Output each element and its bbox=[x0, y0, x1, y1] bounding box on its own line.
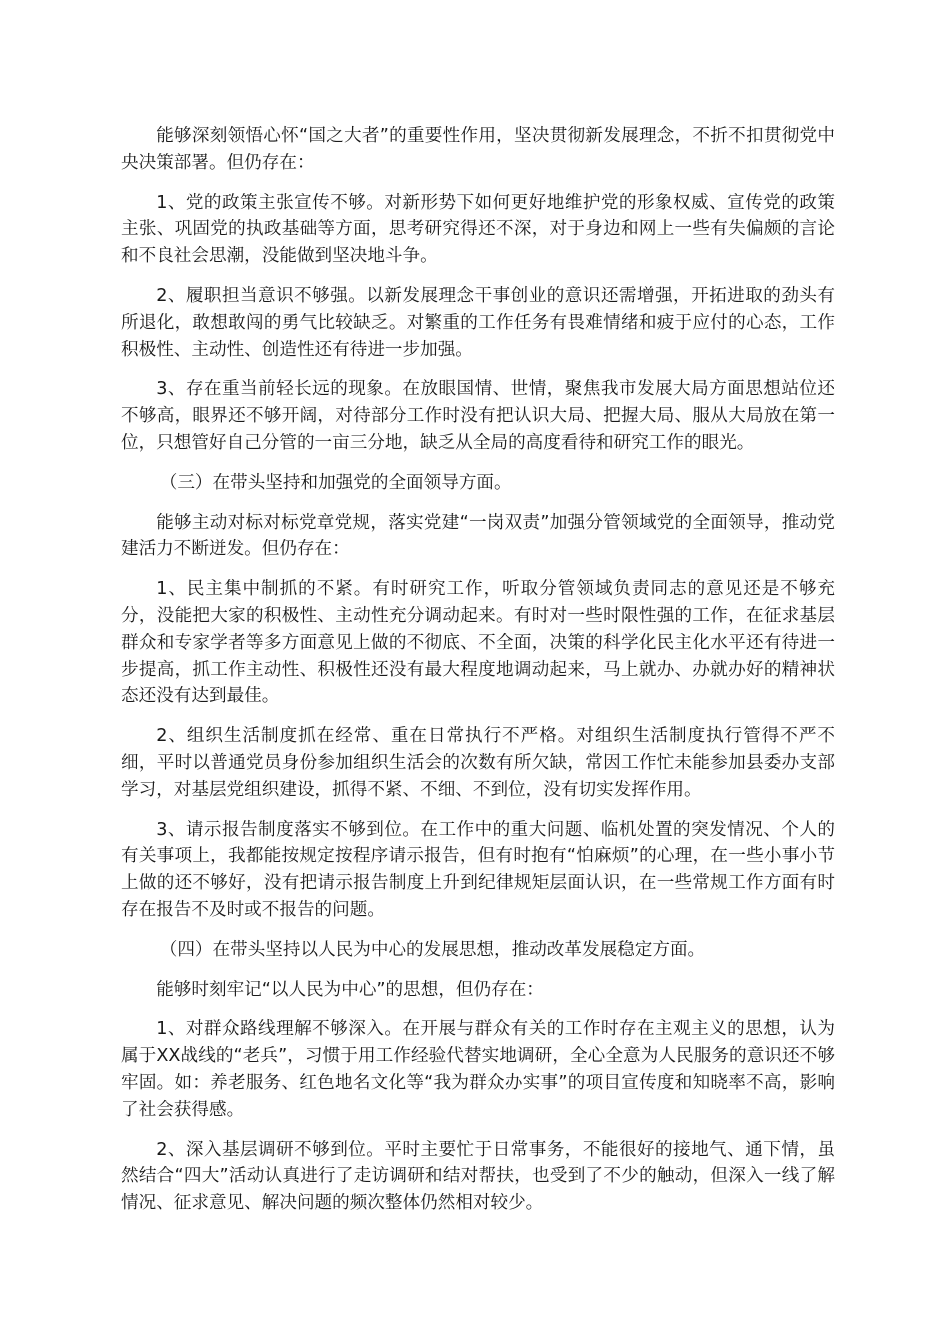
paragraph-item-3: 3、存在重当前轻长远的现象。在放眼国情、世情，聚焦我市发展大局方面思想站位还不够高，眼界还不够开阔，对待部分工作时没有把认识大局、把握大局、服从大局放在第一位，只想管好自己分管的一亩三分地，缺乏从全局的高度看待和研究工作的眼光。 bbox=[121, 379, 835, 453]
section-heading-4: （四）在带头坚持以人民为中心的发展思想，推动改革发展稳定方面。 bbox=[159, 939, 706, 960]
paragraph-item-4: 1、民主集中制抓的不紧。有时研究工作，听取分管领域负责同志的意见还是不够充分，没能把大家的积极性、主动性充分调动起来。有时对一些时限性强的工作，在征求基层群众和专家学者等多方面意见上做的不彻底、不全面，决策的科学化民主化水平还有待进一步提高，抓工作主动性、积极性还没有最大程度地调动起来，马上就办、办就办好的精神状态还没有达到最佳。 bbox=[121, 579, 835, 707]
paragraph-intro-3: 能够时刻牢记“以人民为中心”的思想，但仍存在： bbox=[156, 979, 544, 1000]
document-body bbox=[121, 123, 835, 1230]
paragraph-item-1: 1、党的政策主张宣传不够。对新形势下如何更好地维护党的形象权威、宣传党的政策主张、巩固党的执政基础等方面，思考研究得还不深，对于身边和网上一些有失偏颇的言论和不良社会思潮，没能做到坚决地斗争。 bbox=[121, 192, 835, 267]
paragraph-item-7: 1、对群众路线理解不够深入。在开展与群众有关的工作时存在主观主义的思想，认为属于XX战线的“老兵”，习惯于用工作经验代替实地调研，全心全意为人民服务的意识还不够牢固。如：养老服务、红色地名文化等“我为群众办实事”的项目宣传度和知晓率不高，影响了社会获得感。 bbox=[121, 1019, 835, 1120]
paragraph-item-2: 2、履职担当意识不够强。以新发展理念干事创业的意识还需增强，开拓进取的劲头有所退化，敢想敢闯的勇气比较缺乏。对繁重的工作任务有畏难情绪和疲于应付的心态，工作积极性、主动性、创造性还有待进一步加强。 bbox=[121, 285, 835, 360]
section-heading-3: （三）在带头坚持和加强党的全面领导方面。 bbox=[159, 472, 512, 493]
paragraph-item-5: 2、组织生活制度抓在经常、重在日常执行不严格。对组织生活制度执行管得不严不细，平时以普通党员身份参加组织生活会的次数有所欠缺，常因工作忙未能参加县委办支部学习，对基层党组织建设，抓得不紧、不细、不到位，没有切实发挥作用。 bbox=[121, 726, 835, 800]
paragraph-item-6: 3、请示报告制度落实不够到位。在工作中的重大问题、临机处置的突发情况、个人的有关事项上，我都能按规定按程序请示报告，但有时抱有“怕麻烦”的心理，在一些小事小节上做的还不够好，没有把请示报告制度上升到纪律规矩层面认识，在一些常规工作方面有时存在报告不及时或不报告的问题。 bbox=[121, 819, 835, 920]
paragraph-intro-2: 能够主动对标对标党章党规，落实党建“一岗双责”加强分管领域党的全面领导，推动党建活力不断迸发。但仍存在： bbox=[121, 512, 835, 560]
paragraph-intro-1: 能够深刻领悟心怀“国之大者”的重要性作用，坚决贯彻新发展理念，不折不扣贯彻党中央决策部署。但仍存在： bbox=[121, 126, 835, 173]
paragraph-item-8: 2、深入基层调研不够到位。平时主要忙于日常事务，不能很好的接地气、通下情，虽然结合“四大”活动认真进行了走访调研和结对帮扶，也受到了不少的触动，但深入一线了解情况、征求意见、解决问题的频次整体仍然相对较少。 bbox=[121, 1139, 835, 1214]
